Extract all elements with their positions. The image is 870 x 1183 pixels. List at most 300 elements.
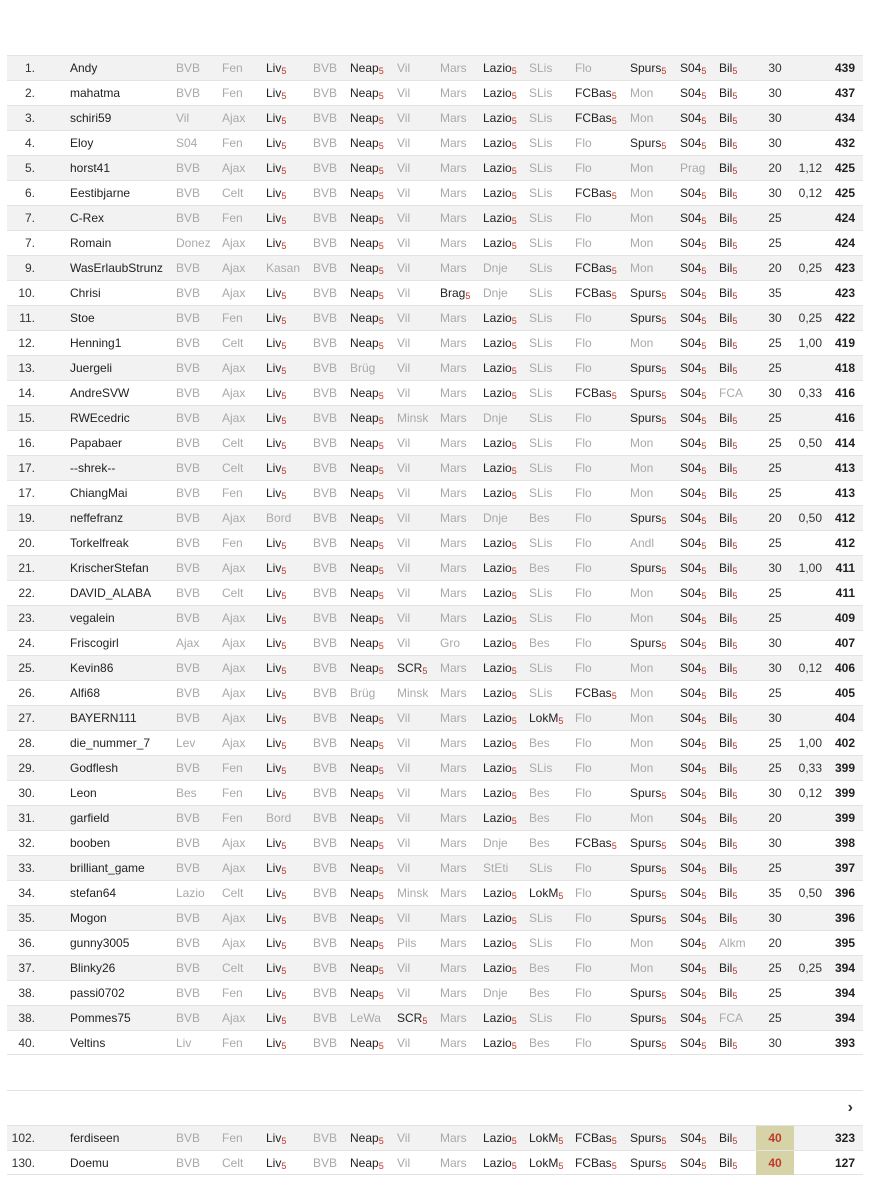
- table-row[interactable]: [7, 630, 863, 655]
- pick-team: BVB: [176, 361, 201, 375]
- pick-points: 5: [281, 966, 287, 976]
- pick-team: SLis: [529, 411, 553, 425]
- player-name-link[interactable]: mahatma: [70, 86, 121, 100]
- pick-team: SLis: [529, 386, 553, 400]
- pick-cell: [529, 931, 552, 955]
- pick-cell: [266, 256, 300, 280]
- pick-team: S04: [680, 761, 702, 775]
- pick-team: SLis: [529, 186, 553, 200]
- player-name-link[interactable]: ChiangMai: [70, 486, 128, 500]
- player-name-link[interactable]: stefan64: [70, 886, 117, 900]
- pick-cell: [176, 981, 200, 1005]
- player-name-link[interactable]: DAVID_ALABA: [70, 586, 152, 600]
- pick-team: Mon: [630, 261, 654, 275]
- pick-points: 5: [378, 1136, 384, 1146]
- pick-team: Bil: [719, 836, 733, 850]
- pick-cell: [630, 456, 653, 480]
- pick-team: Bes: [176, 786, 197, 800]
- table-row[interactable]: [7, 130, 863, 155]
- pick-team: Ajax: [222, 511, 246, 525]
- player-name-link[interactable]: die_nummer_7: [70, 736, 151, 750]
- table-row[interactable]: [7, 105, 863, 130]
- pick-team: FCBas: [575, 186, 612, 200]
- table-row[interactable]: [7, 755, 863, 780]
- next-page-button[interactable]: ›: [847, 1099, 853, 1116]
- pick-team: Brag: [440, 286, 466, 300]
- pick-cell: [483, 81, 517, 105]
- pick-cell: [222, 831, 245, 855]
- pick-cell: [440, 106, 467, 130]
- total-points-cell: 413: [834, 461, 855, 475]
- player-name-link[interactable]: Henning1: [70, 336, 122, 350]
- pick-cell: [440, 481, 467, 505]
- pick-team: Bil: [719, 111, 733, 125]
- pick-cell: [719, 481, 737, 505]
- pick-cell: [719, 456, 737, 480]
- pick-team: Mars: [440, 561, 467, 575]
- table-row[interactable]: [7, 480, 863, 505]
- pick-team: Flo: [575, 586, 592, 600]
- pick-cell: [266, 656, 286, 680]
- pick-team: Ajax: [222, 711, 246, 725]
- table-row[interactable]: [7, 880, 863, 905]
- player-name-link[interactable]: brilliant_game: [70, 861, 145, 875]
- ratio-cell: [794, 531, 822, 555]
- player-name-link[interactable]: Eestibjarne: [70, 186, 131, 200]
- pick-cell: [483, 656, 517, 680]
- pick-team: Mars: [440, 736, 467, 750]
- table-row[interactable]: [7, 980, 863, 1005]
- pick-cell: [575, 981, 592, 1005]
- pick-cell: [350, 206, 384, 230]
- pick-cell: [680, 906, 706, 930]
- table-row[interactable]: [7, 155, 863, 180]
- player-name-link[interactable]: RWEcedric: [70, 411, 130, 425]
- pick-cell: [397, 531, 410, 555]
- player-name-link[interactable]: ferdiseen: [70, 1131, 120, 1145]
- player-name-link[interactable]: Alfi68: [70, 686, 101, 700]
- pick-team: BVB: [313, 186, 338, 200]
- player-name-link[interactable]: Pommes75: [70, 1011, 131, 1025]
- pick-cell: [719, 506, 737, 530]
- player-name-link[interactable]: vegalein: [70, 611, 115, 625]
- pick-cell: [176, 506, 200, 530]
- pick-cell: [350, 706, 384, 730]
- bonus-cell: 30: [768, 711, 782, 725]
- pick-cell: [680, 406, 706, 430]
- pick-points: 5: [511, 166, 517, 176]
- player-name-link[interactable]: Godflesh: [70, 761, 119, 775]
- pick-team: Neap: [350, 61, 379, 75]
- pick-cell: [440, 156, 467, 180]
- pick-team: Flo: [575, 236, 592, 250]
- pick-cell: [680, 806, 706, 830]
- pick-team: Liv: [266, 211, 282, 225]
- player-name-link[interactable]: Juergeli: [70, 361, 113, 375]
- pick-cell: [483, 631, 517, 655]
- pick-cell: [483, 481, 517, 505]
- pick-cell: [313, 106, 337, 130]
- player-name-link[interactable]: Andy: [70, 61, 98, 75]
- pick-team: Lazio: [483, 736, 512, 750]
- pick-team: Bil: [719, 336, 733, 350]
- pick-team: Vil: [397, 836, 411, 850]
- pick-team: Liv: [266, 436, 282, 450]
- pick-cell: [397, 331, 410, 355]
- pick-points: 5: [611, 391, 617, 401]
- pick-team: Fen: [222, 786, 243, 800]
- table-row[interactable]: [7, 280, 863, 305]
- table-row[interactable]: [7, 255, 863, 280]
- pick-team: Flo: [575, 361, 592, 375]
- pick-team: Ajax: [222, 161, 246, 175]
- pick-cell: [483, 381, 517, 405]
- pick-team: Mars: [440, 61, 467, 75]
- pick-cell: [630, 256, 653, 280]
- table-row[interactable]: [7, 830, 863, 855]
- pick-team: Vil: [397, 611, 411, 625]
- pick-cell: [222, 1006, 245, 1030]
- pick-team: Ajax: [222, 736, 246, 750]
- pick-team: BVB: [313, 236, 338, 250]
- pick-cell: [440, 256, 467, 280]
- pick-cell: [630, 1031, 666, 1055]
- pick-team: Vil: [397, 736, 411, 750]
- player-name-link[interactable]: C-Rex: [70, 211, 105, 225]
- pick-cell: [630, 356, 666, 380]
- pick-cell: [350, 81, 384, 105]
- table-row[interactable]: [7, 730, 863, 755]
- pick-team: Donez: [176, 236, 211, 250]
- pick-team: Celt: [222, 586, 244, 600]
- rank-cell: 28.: [18, 736, 35, 750]
- pick-cell: [266, 1126, 286, 1150]
- pick-cell: [397, 981, 410, 1005]
- table-row[interactable]: [7, 355, 863, 380]
- player-name-link[interactable]: gunny3005: [70, 936, 130, 950]
- ratio-cell: 0,50: [798, 886, 822, 900]
- pick-points: 5: [281, 216, 287, 226]
- pick-points: 5: [732, 341, 738, 351]
- pick-cell: [397, 1006, 427, 1030]
- pick-team: BVB: [313, 761, 338, 775]
- pick-team: Mars: [440, 486, 467, 500]
- table-row[interactable]: [7, 1125, 863, 1150]
- player-name-link[interactable]: Mogon: [70, 911, 107, 925]
- pick-cell: [266, 306, 286, 330]
- pick-team: SLis: [529, 1011, 553, 1025]
- pick-team: Liv: [266, 686, 282, 700]
- pick-team: Mars: [440, 761, 467, 775]
- pick-cell: [575, 456, 592, 480]
- pick-points: 5: [701, 391, 707, 401]
- pick-cell: [630, 631, 666, 655]
- pick-team: BVB: [313, 311, 338, 325]
- player-name-link[interactable]: WasErlaubStrunz: [70, 261, 163, 275]
- pick-team: Mon: [630, 936, 654, 950]
- pick-cell: [719, 956, 737, 980]
- table-row[interactable]: [7, 55, 863, 80]
- table-row[interactable]: [7, 505, 863, 530]
- pick-team: Liv: [266, 86, 282, 100]
- pick-team: S04: [680, 486, 702, 500]
- pick-team: Minsk: [397, 686, 429, 700]
- pick-team: Neap: [350, 436, 379, 450]
- pick-cell: [680, 1126, 706, 1150]
- player-name-link[interactable]: Stoe: [70, 311, 95, 325]
- bonus-cell: 20: [768, 261, 782, 275]
- pick-cell: [313, 1151, 337, 1175]
- pick-team: Liv: [266, 961, 282, 975]
- table-row[interactable]: [7, 1150, 863, 1175]
- pick-points: 5: [611, 1136, 617, 1146]
- pick-team: BVB: [176, 461, 201, 475]
- pick-team: Bil: [719, 236, 733, 250]
- table-row[interactable]: [7, 330, 863, 355]
- pick-points: 5: [281, 1016, 287, 1026]
- pick-team: Vil: [397, 336, 411, 350]
- player-name-link[interactable]: --shrek--: [70, 461, 116, 475]
- pick-cell: [397, 481, 410, 505]
- pick-cell: [222, 731, 245, 755]
- pick-cell: [575, 231, 592, 255]
- pick-team: Bil: [719, 161, 733, 175]
- pick-team: S04: [680, 311, 702, 325]
- pick-team: BVB: [176, 811, 201, 825]
- pick-points: 5: [281, 591, 287, 601]
- rank-cell: 102.: [11, 1131, 35, 1145]
- pick-team: LokM: [529, 886, 559, 900]
- pick-team: BVB: [313, 1011, 338, 1025]
- pick-points: 5: [511, 816, 517, 826]
- pick-cell: [397, 231, 410, 255]
- player-name-link[interactable]: schiri59: [70, 111, 112, 125]
- table-row[interactable]: [7, 380, 863, 405]
- pick-points: 5: [511, 366, 517, 376]
- total-points-cell: 414: [834, 436, 855, 450]
- total-points-cell: 397: [834, 861, 855, 875]
- pick-team: S04: [680, 686, 702, 700]
- pick-cell: [176, 356, 200, 380]
- pick-points: 5: [511, 316, 517, 326]
- table-row[interactable]: [7, 655, 863, 680]
- pick-cell: [529, 781, 550, 805]
- pick-team: Mars: [440, 786, 467, 800]
- table-row[interactable]: [7, 230, 863, 255]
- pick-cell: [719, 806, 737, 830]
- table-row[interactable]: [7, 905, 863, 930]
- pick-points: 5: [281, 1041, 287, 1051]
- pick-team: Liv: [266, 236, 282, 250]
- pick-cell: [440, 1151, 467, 1175]
- ratio-cell: [794, 131, 822, 155]
- pick-cell: [630, 481, 653, 505]
- pick-cell: [440, 881, 467, 905]
- pick-team: Liv: [266, 61, 282, 75]
- pick-cell: [529, 606, 552, 630]
- pick-cell: [222, 606, 245, 630]
- pick-cell: [575, 631, 592, 655]
- table-row[interactable]: [7, 1005, 863, 1030]
- player-name-link[interactable]: garfield: [70, 811, 110, 825]
- pick-points: 5: [701, 466, 707, 476]
- pick-points: 5: [661, 991, 667, 1001]
- pick-points: 5: [701, 766, 707, 776]
- table-row[interactable]: [7, 955, 863, 980]
- pick-cell: [350, 606, 384, 630]
- bonus-cell: 25: [768, 761, 782, 775]
- player-name-link[interactable]: KrischerStefan: [70, 561, 149, 575]
- bonus-cell: 30: [768, 311, 782, 325]
- table-row[interactable]: [7, 205, 863, 230]
- bonus-cell: 30: [768, 61, 782, 75]
- pick-team: Vil: [397, 911, 411, 925]
- pick-points: 5: [701, 641, 707, 651]
- pick-points: 5: [661, 66, 667, 76]
- player-name-link[interactable]: BAYERN111: [70, 711, 137, 725]
- pick-cell: [575, 706, 592, 730]
- table-row[interactable]: [7, 780, 863, 805]
- player-name-link[interactable]: Veltins: [70, 1036, 106, 1050]
- pick-cell: [350, 931, 384, 955]
- player-name-link[interactable]: Chrisi: [70, 286, 101, 300]
- pick-cell: [397, 556, 410, 580]
- table-row[interactable]: [7, 705, 863, 730]
- player-name-link[interactable]: booben: [70, 836, 111, 850]
- rank-cell: 13.: [18, 361, 35, 375]
- pick-team: Ajax: [222, 561, 246, 575]
- player-name-link[interactable]: horst41: [70, 161, 111, 175]
- pick-team: Spurs: [630, 1011, 662, 1025]
- pick-team: Liv: [266, 111, 282, 125]
- total-points-cell: 127: [834, 1156, 855, 1170]
- pick-cell: [176, 806, 200, 830]
- player-name-link[interactable]: Romain: [70, 236, 112, 250]
- pick-team: Mon: [630, 336, 654, 350]
- pick-cell: [630, 281, 666, 305]
- table-row[interactable]: [7, 405, 863, 430]
- pick-team: S04: [680, 411, 702, 425]
- player-name-link[interactable]: Torkelfreak: [70, 536, 129, 550]
- table-row[interactable]: [7, 80, 863, 105]
- table-row[interactable]: [7, 305, 863, 330]
- pick-points: 5: [701, 66, 707, 76]
- total-points-cell: 393: [834, 1036, 855, 1050]
- pick-cell: [350, 731, 384, 755]
- pick-cell: [350, 431, 384, 455]
- pick-cell: [440, 1006, 467, 1030]
- table-row[interactable]: [7, 805, 863, 830]
- pick-points: 5: [511, 691, 517, 701]
- pick-team: BVB: [313, 936, 338, 950]
- table-row[interactable]: [7, 680, 863, 705]
- table-row[interactable]: [7, 930, 863, 955]
- pick-cell: [350, 581, 384, 605]
- pick-team: Mars: [440, 936, 467, 950]
- player-name-link[interactable]: Papabaer: [70, 436, 123, 450]
- player-name-link[interactable]: Blinky26: [70, 961, 116, 975]
- pick-cell: [483, 1031, 517, 1055]
- ratio-cell: [794, 231, 822, 255]
- pick-cell: [350, 131, 384, 155]
- bonus-cell: 30: [768, 1036, 782, 1050]
- pick-cell: [176, 856, 200, 880]
- pick-cell: [266, 881, 286, 905]
- pick-cell: [176, 181, 200, 205]
- pick-team: Flo: [575, 986, 592, 1000]
- pick-team: Liv: [266, 861, 282, 875]
- table-row[interactable]: [7, 180, 863, 205]
- pick-cell: [313, 381, 337, 405]
- rank-cell: 30.: [18, 786, 35, 800]
- table-row[interactable]: [7, 555, 863, 580]
- player-name-link[interactable]: Friscogirl: [70, 636, 119, 650]
- pick-points: 5: [661, 841, 667, 851]
- table-row[interactable]: [7, 1030, 863, 1055]
- pick-points: 5: [281, 166, 287, 176]
- pick-team: Vil: [397, 161, 411, 175]
- pick-team: Liv: [266, 836, 282, 850]
- pick-points: 5: [511, 1161, 517, 1171]
- pick-team: Lazio: [483, 486, 512, 500]
- player-name-link[interactable]: Kevin86: [70, 661, 114, 675]
- pick-cell: [176, 81, 200, 105]
- pick-team: Liv: [266, 886, 282, 900]
- pick-team: Lazio: [483, 336, 512, 350]
- pick-cell: [266, 831, 286, 855]
- pick-cell: [176, 631, 199, 655]
- player-name-link[interactable]: AndreSVW: [70, 386, 130, 400]
- table-row[interactable]: [7, 455, 863, 480]
- ratio-cell: 0,50: [798, 511, 822, 525]
- rank-cell: 31.: [18, 811, 35, 825]
- table-row[interactable]: [7, 530, 863, 555]
- pick-points: 5: [281, 716, 287, 726]
- pick-team: Vil: [397, 1131, 411, 1145]
- pick-cell: [350, 331, 384, 355]
- player-name-link[interactable]: neffefranz: [70, 511, 124, 525]
- pick-team: BVB: [176, 836, 201, 850]
- pick-team: BVB: [313, 586, 338, 600]
- pick-team: Flo: [575, 661, 592, 675]
- bonus-cell: 20: [768, 811, 782, 825]
- pick-team: Mars: [440, 511, 467, 525]
- player-name-link[interactable]: Eloy: [70, 136, 94, 150]
- pick-cell: [266, 56, 286, 80]
- table-row[interactable]: [7, 430, 863, 455]
- player-name-link[interactable]: Doemu: [70, 1156, 109, 1170]
- pick-cell: [176, 881, 205, 905]
- pick-cell: [680, 931, 706, 955]
- pick-points: 5: [701, 341, 707, 351]
- pick-team: Fen: [222, 311, 243, 325]
- pick-points: 5: [732, 291, 738, 301]
- pick-cell: [266, 781, 286, 805]
- pick-cell: [680, 431, 706, 455]
- pick-cell: [313, 481, 337, 505]
- player-name-link[interactable]: Leon: [70, 786, 97, 800]
- pick-cell: [680, 706, 706, 730]
- pick-team: Bes: [529, 836, 550, 850]
- pick-team: BVB: [313, 561, 338, 575]
- pick-cell: [680, 231, 706, 255]
- table-row[interactable]: [7, 580, 863, 605]
- pick-team: Liv: [266, 1131, 282, 1145]
- pick-points: 5: [732, 466, 738, 476]
- table-row[interactable]: [7, 605, 863, 630]
- player-name-link[interactable]: passi0702: [70, 986, 125, 1000]
- table-row[interactable]: [7, 855, 863, 880]
